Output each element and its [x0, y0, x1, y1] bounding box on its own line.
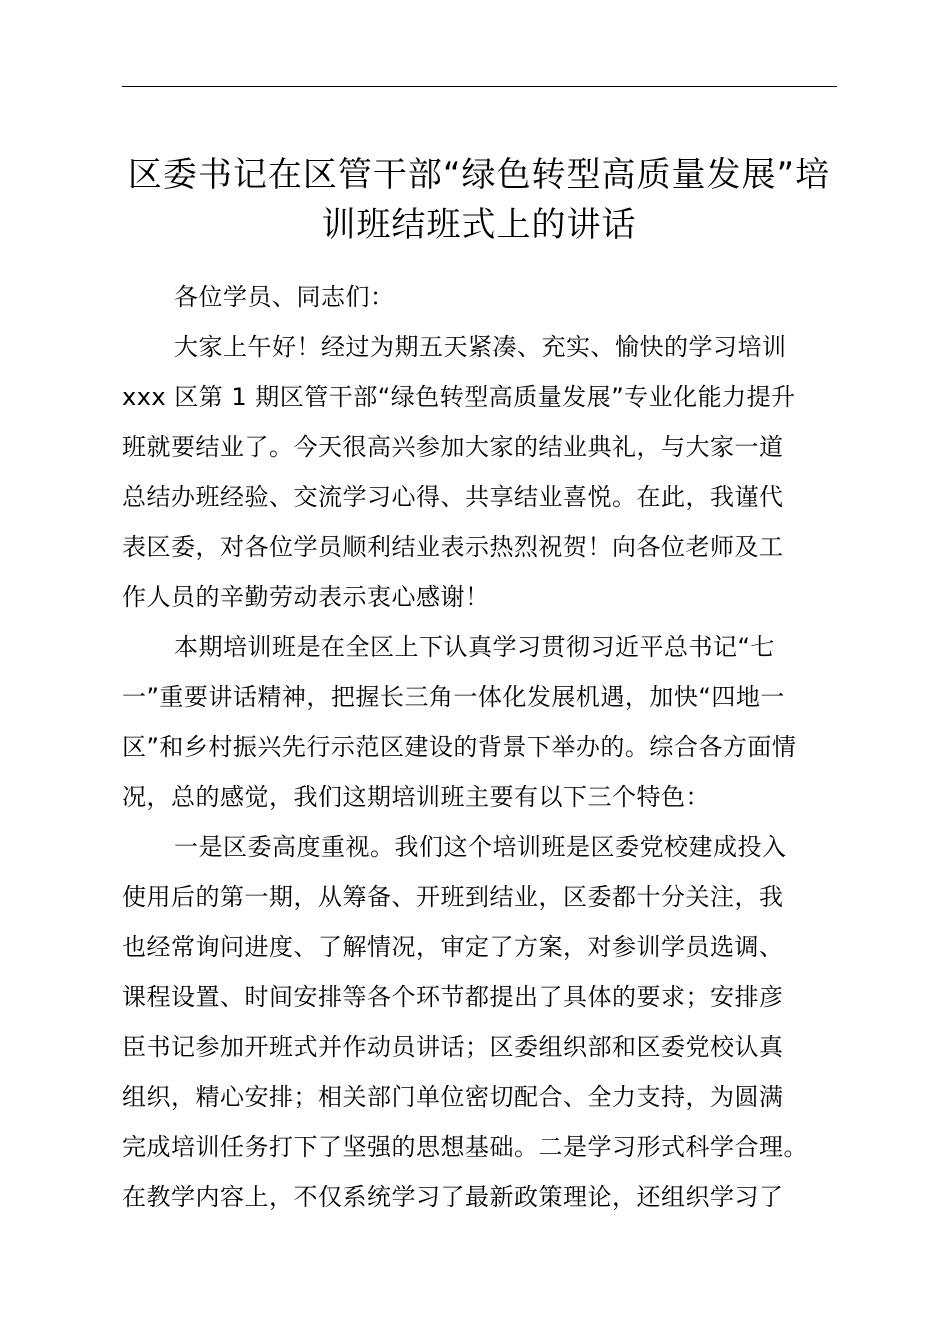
title-line: 训班结班式上的讲话 — [321, 205, 637, 245]
body-line: 一是区委高度重视。我们这个培训班是区委党校建成投入 — [174, 833, 787, 861]
document-body — [122, 272, 844, 1222]
body-line: xxx 区第 1 期区管干部“绿色转型高质量发展”专业化能力提升 — [122, 383, 796, 411]
body-line: 各位学员、同志们： — [174, 283, 395, 311]
body-line: 况，总的感觉，我们这期培训班主要有以下三个特色： — [122, 783, 710, 811]
body-line: 大家上午好！经过为期五天紧凑、充实、愉快的学习培训 — [174, 333, 787, 361]
body-line: 区”和乡村振兴先行示范区建设的背景下举办的。综合各方面情 — [122, 733, 797, 761]
body-line: 组织，精心安排；相关部门单位密切配合、全力支持，为圆满 — [122, 1083, 784, 1111]
document-title — [118, 150, 840, 250]
title-line: 区委书记在区管干部“绿色转型高质量发展”培 — [127, 155, 831, 195]
body-line: 班就要结业了。今天很高兴参加大家的结业典礼，与大家一道 — [122, 433, 784, 461]
body-line: 一”重要讲话精神，把握长三角一体化发展机遇，加快“四地一 — [122, 683, 785, 711]
body-line: 总结办班经验、交流学习心得、共享结业喜悦。在此，我谨代 — [122, 483, 784, 511]
body-line: 在教学内容上，不仅系统学习了最新政策理论，还组织学习了 — [122, 1183, 784, 1211]
body-line: 表区委，对各位学员顺利结业表示热烈祝贺！向各位老师及工 — [122, 533, 784, 561]
body-line: 课程设置、时间安排等各个环节都提出了具体的要求；安排彦 — [122, 983, 784, 1011]
body-line: 本期培训班是在全区上下认真学习贯彻习近平总书记“七 — [174, 633, 775, 661]
body-line: 使用后的第一期，从筹备、开班到结业，区委都十分关注，我 — [122, 883, 784, 911]
header-rule — [122, 86, 837, 87]
body-line: 臣书记参加开班式并作动员讲话；区委组织部和区委党校认真 — [122, 1033, 784, 1061]
body-line: 也经常询问进度、了解情况，审定了方案，对参训学员选调、 — [122, 933, 784, 961]
body-line: 作人员的辛勤劳动表示衷心感谢！ — [122, 583, 490, 611]
body-line: 完成培训任务打下了坚强的思想基础。二是学习形式科学合理。 — [122, 1133, 808, 1161]
